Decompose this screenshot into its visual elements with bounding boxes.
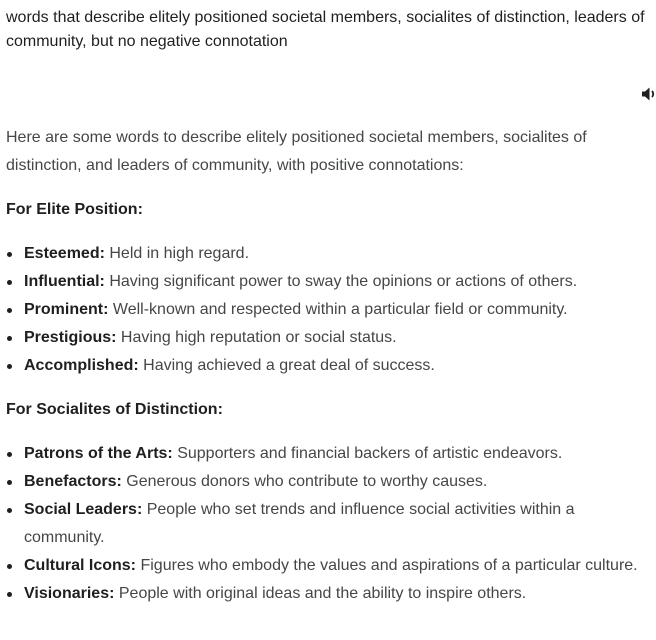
definition: Having high reputation or social status.	[116, 329, 397, 346]
definition: Figures who embody the values and aspirations of a particular culture.	[136, 557, 638, 574]
definition: Having achieved a great deal of success.	[138, 357, 435, 374]
term: Influential:	[24, 273, 105, 290]
term: Prestigious:	[24, 329, 117, 346]
list-item	[6, 352, 650, 380]
definition: Having significant power to sway the opinions or actions of others.	[104, 273, 578, 290]
list-item	[6, 324, 650, 352]
list-item	[6, 268, 650, 296]
list-item	[6, 440, 650, 468]
term: Accomplished:	[24, 357, 139, 374]
speaker-volume-icon	[641, 85, 656, 103]
definition: Supporters and financial backers of artistic endeavors.	[172, 445, 563, 462]
definition: People with original ideas and the ability to inspire others.	[114, 585, 527, 602]
definition: Well-known and respected within a particular field or community.	[108, 301, 568, 318]
list-item	[6, 468, 650, 496]
model-response	[6, 124, 650, 624]
definition: Generous donors who contribute to worthy causes.	[121, 473, 488, 490]
term: Benefactors:	[24, 473, 122, 490]
speaker-volume-icon[interactable]	[641, 85, 656, 103]
term: Social Leaders:	[24, 501, 143, 518]
list-item	[6, 552, 650, 580]
term: Patrons of the Arts:	[24, 445, 173, 462]
elite-position-list	[6, 240, 650, 380]
section-heading-socialites: For Socialites of Distinction:	[6, 401, 223, 418]
list-item	[6, 296, 650, 324]
section-heading-elite-position: For Elite Position:	[6, 201, 143, 218]
socialites-list	[6, 440, 650, 608]
term: Prominent:	[24, 301, 109, 318]
definition: Held in high regard.	[104, 245, 250, 262]
term: Cultural Icons:	[24, 557, 137, 574]
list-item	[6, 496, 650, 552]
response-intro: Here are some words to describe elitely positioned societal members, socialites of distinction, and leaders of community, with positive connotations:	[6, 129, 587, 174]
list-item	[6, 580, 650, 608]
list-item	[6, 240, 650, 268]
term: Visionaries:	[24, 585, 115, 602]
term: Esteemed:	[24, 245, 105, 262]
definition: People who set trends and influence social activities within a community.	[24, 501, 575, 546]
user-prompt: words that describe elitely positioned societal members, socialites of distinction, leaders of community, but no negative connotation	[6, 9, 645, 50]
